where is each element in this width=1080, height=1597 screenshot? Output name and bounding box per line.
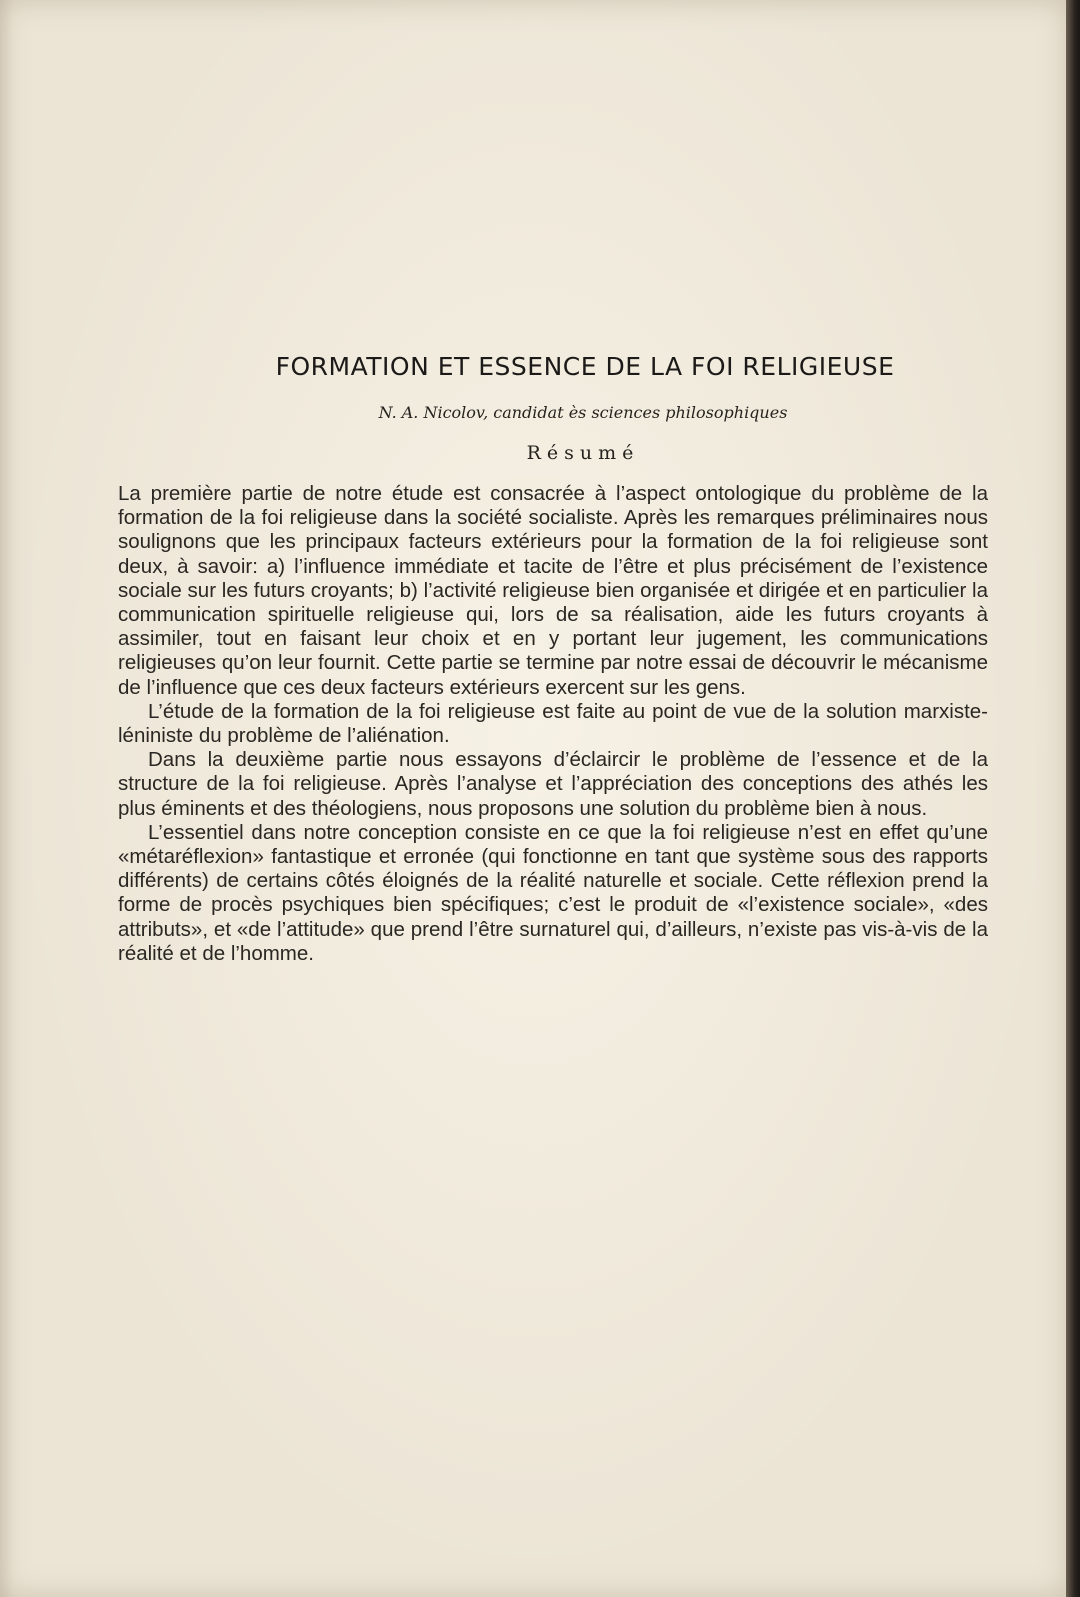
paragraph-4: L’essentiel dans notre conception consiste en ce que la foi religieuse n’est en effet qu’une «métaréflexion» fantastique et erronée (qui fonctionne en tant que système sous des rapports différents) de certains côtés éloignés de la réalité naturelle et sociale. Cette réflexion prend la forme de procès psychiques bien spécifiques; c’est le produit de «l’existence sociale», «des attributs», et «de l’attitude» que prend l’être surnaturel qui, d’ailleurs, n’existe pas vis-à-vis de la réalité et de l’homme. (118, 820, 988, 965)
article (118, 340, 988, 966)
article-title: FORMATION ET ESSENCE DE LA FOI RELIGIEUSE (275, 352, 895, 381)
article-author: N. A. Nicolov, candidat ès sciences philosophiques (378, 403, 788, 422)
paragraph-3: Dans la deuxième partie nous essayons d’éclaircir le problème de l’essence et de la structure de la foi religieuse. Après l’analyse et l’appréciation des conceptions des athés les plus éminents et des théologiens, nous proposons une solution du problème bien à nous. (118, 748, 988, 820)
section-heading: Résumé (526, 442, 640, 464)
paragraph-1: La première partie de notre étude est consacrée à l’aspect ontologique du problème de la formation de la foi religieuse dans la société socialiste. Après les remarques préliminaires nous soulignons que les principaux facteurs extérieurs pour la formation de la foi religieuse sont deux, à savoir: a) l’influence immédiate et tacite de l’être et plus précisément de l’existence sociale sur les futurs croyants; b) l’activité religieuse bien organisée et dirigée et en particulier la communication spirituelle religieuse qui, lors de sa réalisation, aide les futurs croyants à assimiler, tout en faisant leur choix et en y portant leur jugement, les communications religieuses qu’on leur fournit. Cette partie se termine par notre essai de découvrir le mécanisme de l’influence que ces deux facteurs extérieurs exercent sur les gens. (118, 482, 988, 699)
paragraph-2: L’étude de la formation de la foi religieuse est faite au point de vue de la solution marxiste-léniniste du problème de l’aliénation. (118, 699, 988, 748)
page-edge-shadow (1066, 0, 1080, 1597)
